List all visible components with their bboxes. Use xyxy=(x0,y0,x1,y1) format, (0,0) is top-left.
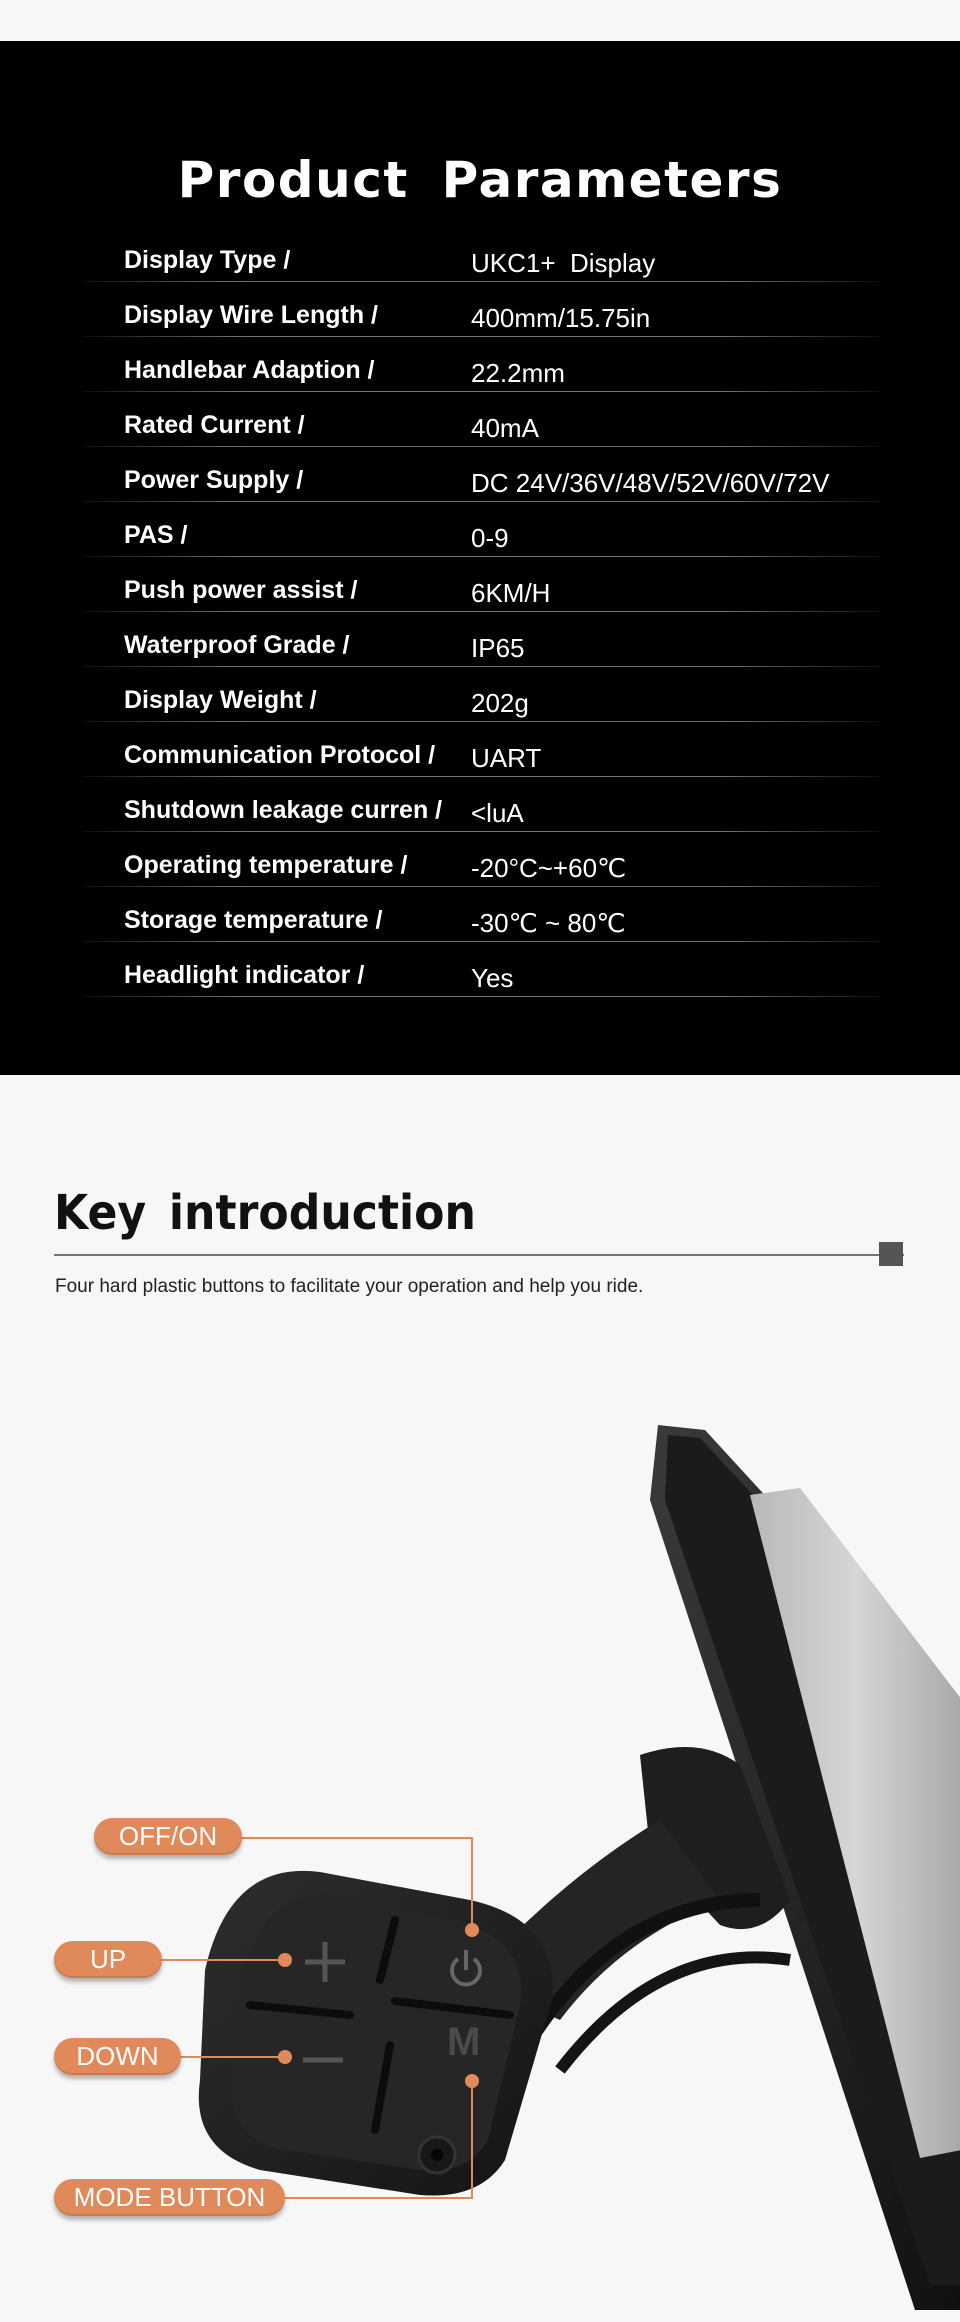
parameter-label: Operating temperature / xyxy=(124,851,408,879)
parameter-row xyxy=(84,832,880,887)
button-pad xyxy=(199,1871,553,2196)
parameter-label: Handlebar Adaption / xyxy=(124,356,375,384)
product-parameters-title: Product Parameters xyxy=(177,151,783,209)
title-divider xyxy=(54,1254,904,1256)
parameter-row xyxy=(84,447,880,502)
parameter-label: Display Weight / xyxy=(124,686,317,714)
parameter-label: PAS / xyxy=(124,521,188,549)
parameter-value: 0-9 xyxy=(471,523,509,553)
divider-square-marker xyxy=(879,1242,903,1266)
parameter-value: 400mm/15.75in xyxy=(471,303,651,333)
mode-button-callout: MODE BUTTON xyxy=(54,2179,285,2216)
key-introduction-description: Four hard plastic buttons to facilitate your operation and help you ride. xyxy=(55,1276,644,1297)
product-parameters-section xyxy=(0,41,960,1075)
parameter-label: Waterproof Grade / xyxy=(124,631,350,659)
parameter-value: 22.2mm xyxy=(471,358,565,388)
parameter-value: UKC1+ Display xyxy=(471,248,656,278)
parameter-value: 6KM/H xyxy=(471,578,551,608)
parameter-label: Shutdown leakage curren / xyxy=(124,796,443,824)
parameter-row xyxy=(84,722,880,777)
parameter-value: 202g xyxy=(471,688,529,718)
parameter-row xyxy=(84,667,880,722)
parameter-row xyxy=(84,227,880,282)
parameter-label: Communication Protocol / xyxy=(124,741,436,769)
parameter-label: Headlight indicator / xyxy=(124,961,365,989)
parameter-row xyxy=(84,502,880,557)
parameter-row xyxy=(84,557,880,612)
key-introduction-title: Key introduction xyxy=(54,1185,476,1241)
parameter-row xyxy=(84,777,880,832)
parameter-value: IP65 xyxy=(471,633,525,663)
parameter-row xyxy=(84,392,880,447)
parameter-label: Display Wire Length / xyxy=(124,301,378,329)
parameter-row xyxy=(84,942,880,997)
parameter-label: Push power assist / xyxy=(124,576,358,604)
parameter-label: Display Type / xyxy=(124,246,291,274)
parameter-value: UART xyxy=(471,743,542,773)
mode-m-icon: M xyxy=(447,2020,481,2064)
parameter-row xyxy=(84,887,880,942)
parameter-value: DC 24V/36V/48V/52V/60V/72V xyxy=(471,468,830,498)
off-on-callout: OFF/ON xyxy=(94,1818,242,1855)
parameter-value: <luA xyxy=(471,798,524,828)
down-callout: DOWN xyxy=(54,2038,181,2075)
device-illustration xyxy=(0,1380,960,2317)
parameter-row xyxy=(84,337,880,392)
parameter-row xyxy=(84,612,880,667)
parameter-label: Storage temperature / xyxy=(124,906,383,934)
up-callout: UP xyxy=(54,1941,162,1978)
parameter-row xyxy=(84,282,880,337)
parameters-table xyxy=(84,227,880,997)
parameter-value: Yes xyxy=(471,963,514,993)
parameter-value: -30℃ ~ 80℃ xyxy=(471,908,626,938)
parameter-label: Rated Current / xyxy=(124,411,305,439)
parameter-label: Power Supply / xyxy=(124,466,304,494)
parameter-value: 40mA xyxy=(471,413,539,443)
parameter-value: -20°C~+60℃ xyxy=(471,853,627,883)
